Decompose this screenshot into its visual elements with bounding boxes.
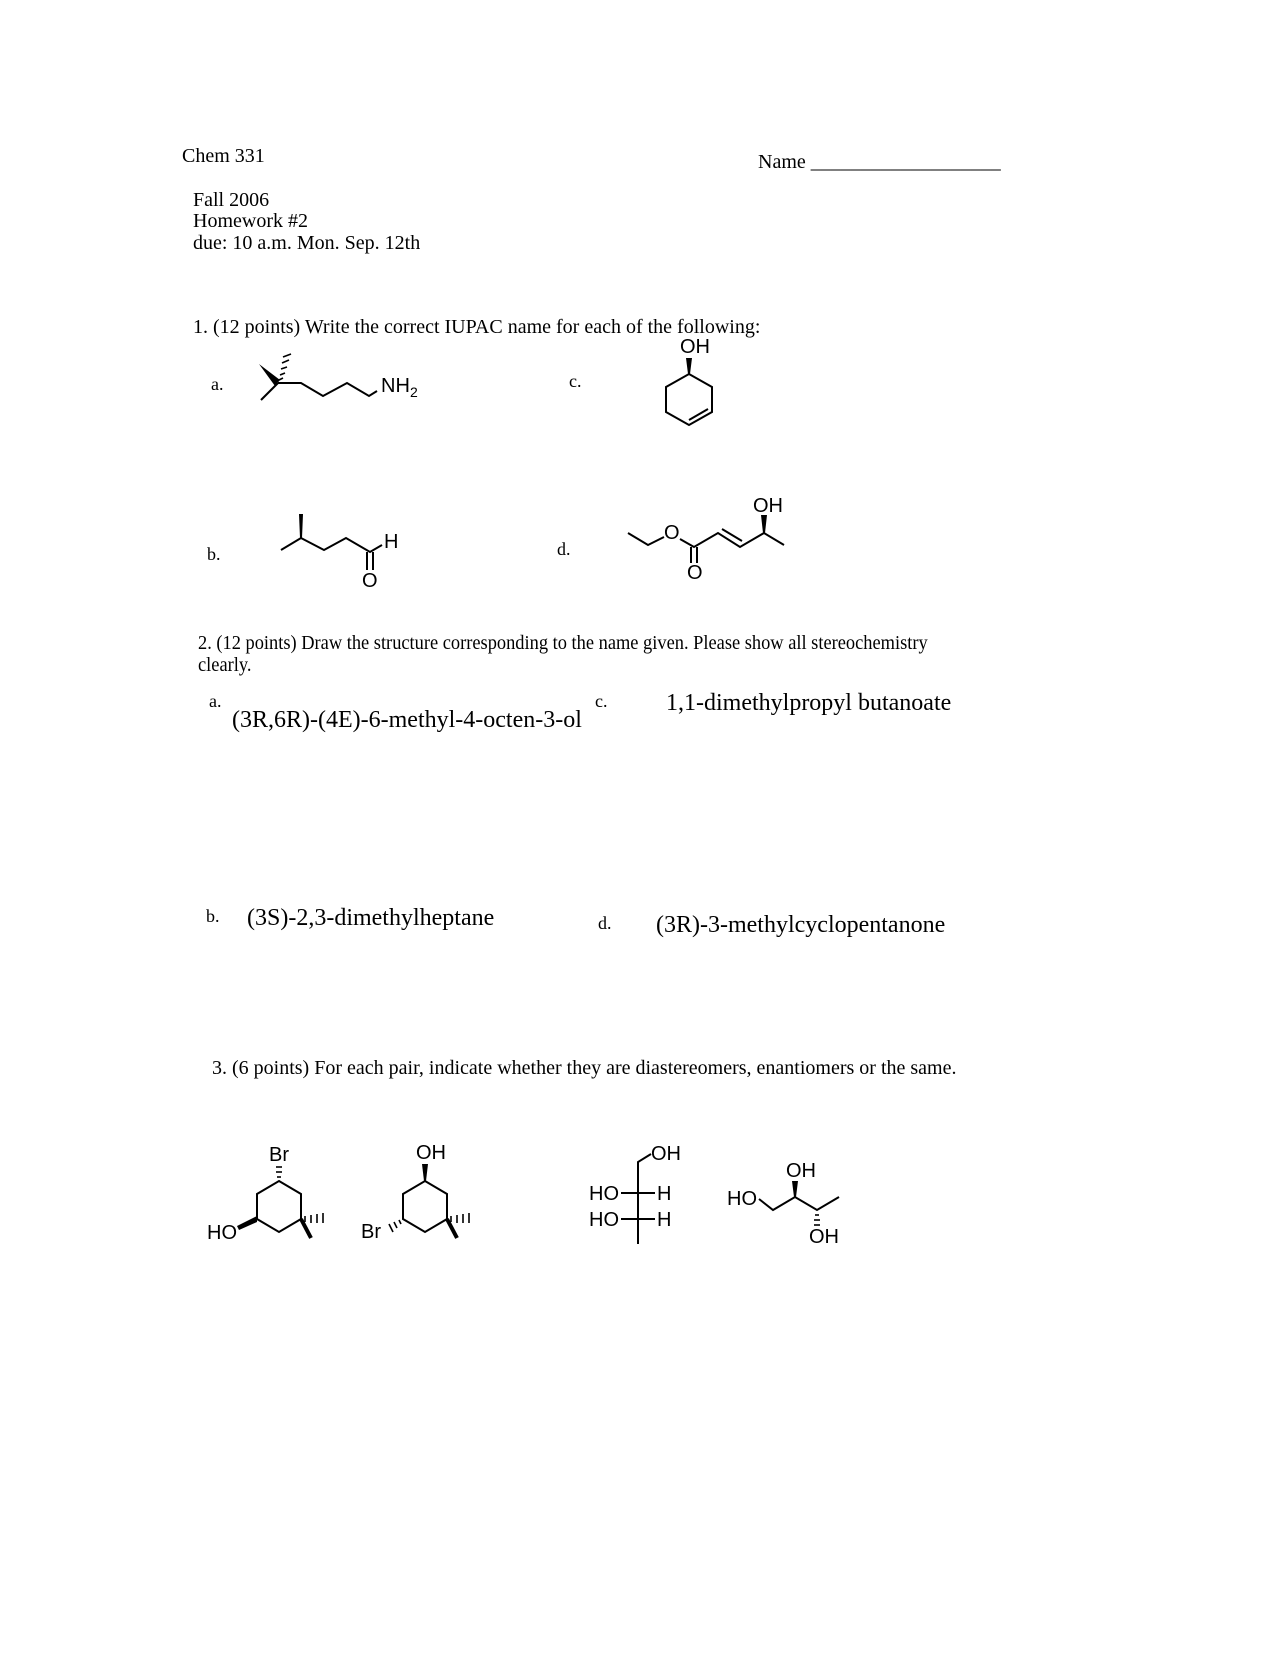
- svg-text:NH: NH: [381, 375, 410, 397]
- svg-text:2: 2: [410, 384, 418, 400]
- svg-text:O: O: [664, 522, 680, 544]
- name-field[interactable]: [758, 152, 1001, 172]
- svg-text:OH: OH: [416, 1142, 446, 1164]
- q2-item-c-name: 1,1-dimethylpropyl butanoate: [666, 690, 952, 716]
- q3-pair2-fischer-structure: [585, 1138, 695, 1248]
- q3-prompt: 3. (6 points) For each pair, indicate whether they are diastereomers, enantiomers or the same.: [212, 1057, 957, 1079]
- svg-text:O: O: [687, 562, 703, 584]
- q2-item-b-label: b.: [206, 906, 220, 926]
- q3-pair2-zigzag-structure: [725, 1155, 855, 1255]
- q1c-structure: [655, 334, 725, 429]
- q1-item-c-label: c.: [569, 371, 582, 391]
- name-label: Name: [758, 151, 806, 173]
- q2-prompt-line1: 2. (12 points) Draw the structure corresponding to the name given. Please show all stereochemistry: [198, 632, 928, 654]
- q1-prompt: 1. (12 points) Write the correct IUPAC name for each of the following:: [193, 316, 761, 338]
- q3-pair1-left-structure: [205, 1140, 335, 1255]
- due-date: due: 10 a.m. Mon. Sep. 12th: [193, 232, 421, 254]
- q2-item-a-label: a.: [209, 691, 222, 711]
- svg-text:OH: OH: [680, 336, 710, 358]
- term: Fall 2006: [193, 189, 270, 211]
- q2-item-d-label: d.: [598, 913, 612, 933]
- svg-text:H: H: [384, 531, 399, 553]
- svg-text:Br: Br: [361, 1221, 381, 1243]
- course-title: Chem 331: [182, 145, 265, 167]
- svg-text:Br: Br: [269, 1144, 289, 1166]
- svg-text:HO: HO: [589, 1183, 619, 1205]
- svg-text:H: H: [657, 1183, 672, 1205]
- q2-prompt-line2: clearly.: [198, 654, 252, 676]
- q1-item-a-label: a.: [211, 374, 224, 394]
- svg-text:HO: HO: [727, 1188, 757, 1210]
- svg-text:OH: OH: [809, 1226, 839, 1248]
- q1a-structure: [255, 350, 445, 410]
- svg-text:O: O: [362, 570, 378, 592]
- q2-item-c-label: c.: [595, 691, 608, 711]
- q1-item-b-label: b.: [207, 544, 221, 564]
- name-blank-line[interactable]: ___________________: [810, 151, 1001, 173]
- svg-text:HO: HO: [207, 1222, 237, 1244]
- svg-text:HO: HO: [589, 1209, 619, 1231]
- q1b-structure: [278, 508, 408, 593]
- q1-item-d-label: d.: [557, 539, 571, 559]
- svg-text:H: H: [657, 1209, 672, 1231]
- q2-item-d-name: (3R)-3-methylcyclopentanone: [656, 912, 946, 938]
- svg-text:OH: OH: [786, 1160, 816, 1182]
- svg-text:OH: OH: [753, 495, 783, 517]
- assignment-title: Homework #2: [193, 210, 308, 232]
- q3-pair1-right-structure: [355, 1140, 485, 1255]
- q2-item-b-name: (3S)-2,3-dimethylheptane: [247, 905, 495, 931]
- wedge-bond-icon: [259, 364, 280, 386]
- q2-item-a-name: (3R,6R)-(4E)-6-methyl-4-octen-3-ol: [232, 707, 582, 733]
- q1d-structure: [626, 493, 796, 588]
- svg-text:OH: OH: [651, 1143, 681, 1165]
